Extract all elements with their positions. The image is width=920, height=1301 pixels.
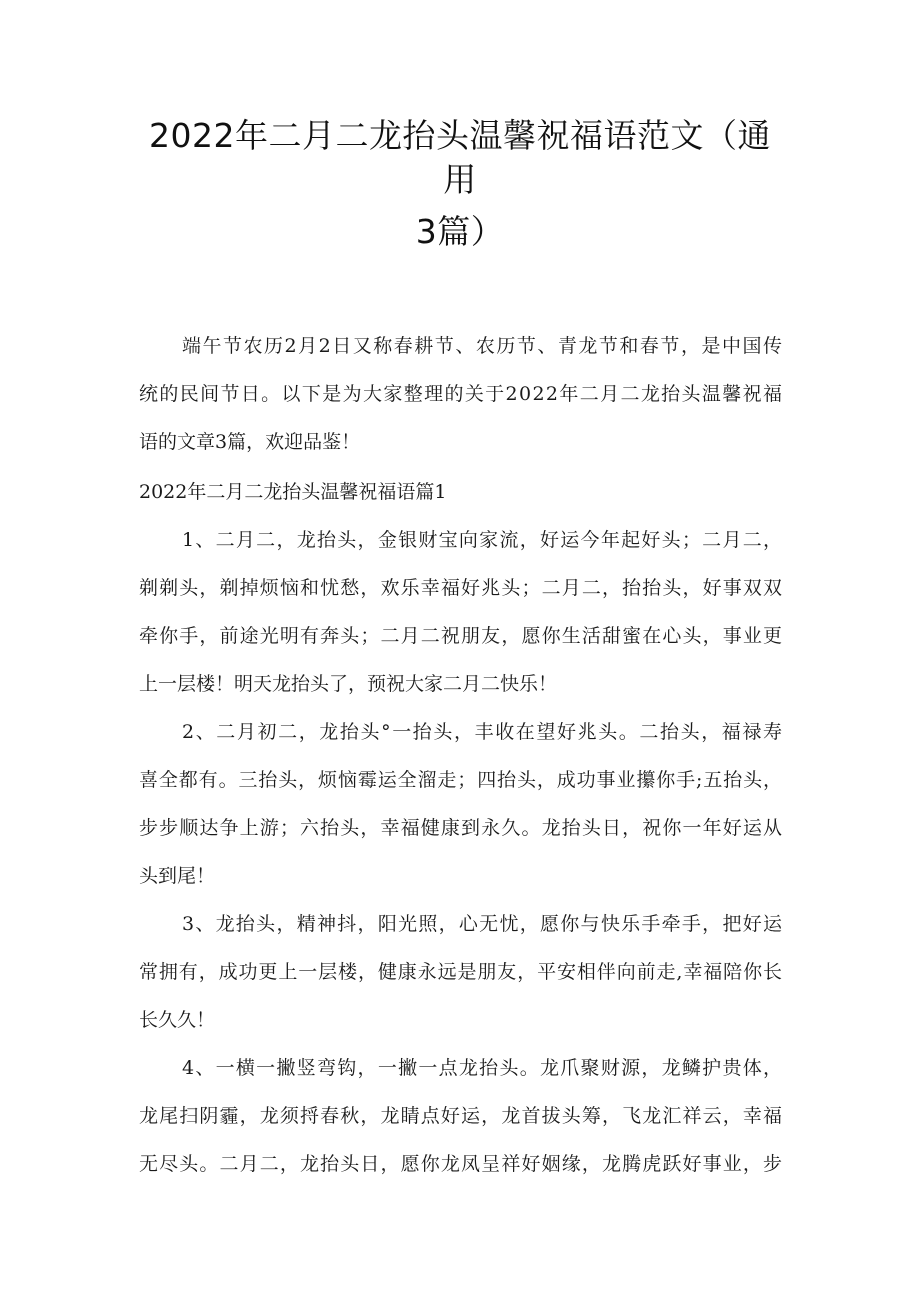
document-title-line-3: 3篇） xyxy=(415,212,505,251)
document-page: 2022年二月二龙抬头温馨祝福语范文（通 用 3篇） 端午节农历2月2日又称春耕节、农历节、青龙节和春节，是中国传 统的民间节日。以下是为大家整理的关于2022年二月二龙抬头温馨祝福 语的文章3篇，欢迎品鉴！ 2022年二月二龙抬头温馨祝福语篇1 1、二月二，龙抬头，金银财宝向家流，好运今年起好头；二月二， 剃剃头，剃掉烦恼和忧愁，欢乐幸福好兆头；二月二，抬抬头，好事双双 牵你手，前途光明有奔头；二月二祝朋友，愿你生活甜蜜在心头，事业更 上一层楼！明天龙抬头了，预祝大家二月二快乐！ 2、二月初二，龙抬头°一抬头，丰收在望好兆头。二抬头，福禄寿 喜全都有。三抬头，烦恼霉运全溜走；四抬头，成功事业攥你手;五抬头， 步步顺达争上游；六抬头，幸福健康到永久。龙抬头日，祝你一年好运从 头到尾！ 3、龙抬头，精神抖，阳光照，心无忧，愿你与快乐手牵手，把好运 常拥有，成功更上一层楼，健康永远是朋友，平安相伴向前走,幸福陪你长 长久久！ 4、一横一撇竖弯钩，一撇一点龙抬头。龙爪聚财源，龙鳞护贵体， 龙尾扫阴霾，龙须捋春秋，龙睛点好运，龙首拔头筹，飞龙汇祥云，幸福 无尽头。二月二，龙抬头日，愿你龙凤呈祥好姻缘，龙腾虎跃好事业，步 xyxy=(0,0,920,1301)
document-title-line-2: 用 xyxy=(443,160,477,199)
document-title-line-1: 2022年二月二龙抬头温馨祝福语范文（通 xyxy=(149,116,771,155)
